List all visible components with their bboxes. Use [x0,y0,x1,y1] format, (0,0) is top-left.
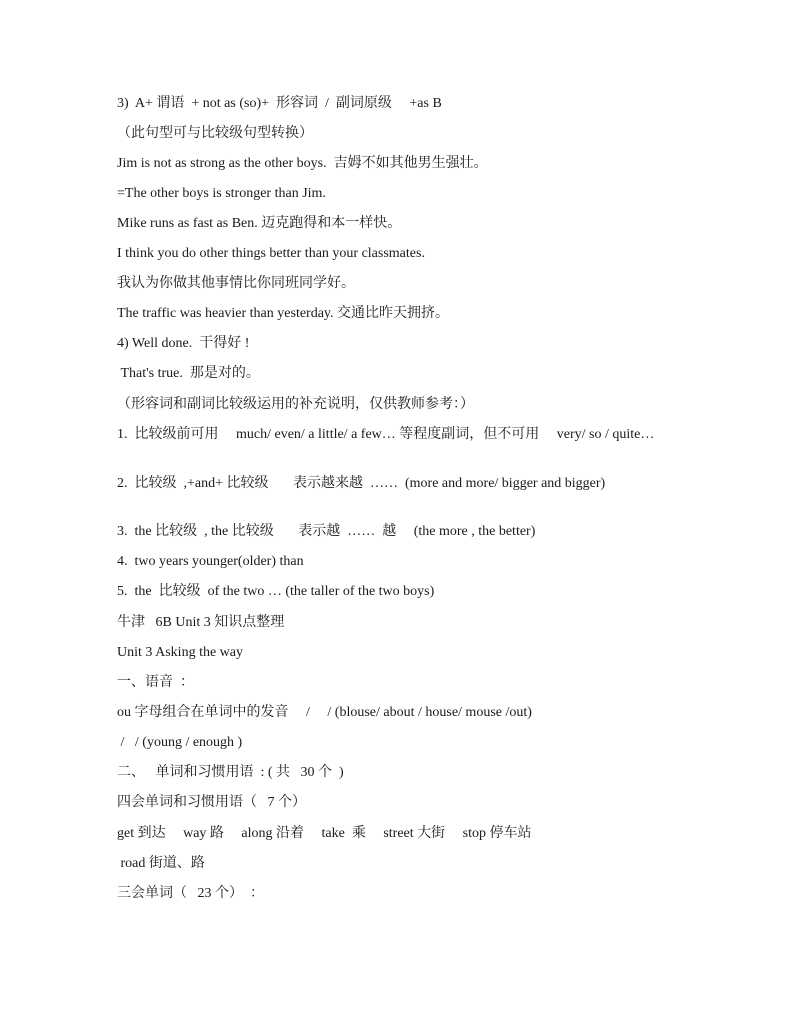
text-line: 牛津 6B Unit 3 知识点整理 [117,615,285,630]
text-line: （此句型可与比较级句型转换） [117,126,313,141]
text-line: I think you do other things better than your classmates. [117,246,425,261]
text-line: Mike runs as fast as Ben. 迈克跑得和本一样快。 [117,216,402,231]
text-line: road 街道、路 [117,856,205,871]
text-line: 3) A+ 谓语 + not as (so)+ 形容词 / 副词原级 +as B [117,96,442,111]
text-line: （形容词和副词比较级运用的补充说明，仅供教师参考：） [117,397,474,412]
text-line: 二、 单词和习惯用语 : ( 共 30 个 ) [117,765,344,780]
text-line: 2. 比较级 ,+and+ 比较级 表示越来越 …… (more and more/ bigger and bigger) [117,476,606,491]
text-line: 一、语音 ： [117,675,194,690]
text-line: 4) Well done. 干得好 ! [117,336,250,351]
text-line: Jim is not as strong as the other boys. 吉姆不如其他男生强壮。 [117,156,488,171]
text-line: The traffic was heavier than yesterday. 交通比昨天拥挤。 [117,306,450,321]
text-line: 1. 比较级前可用 much/ even/ a little/ a few… 等程度副词，但不可用 very/ so / quite… [117,427,655,442]
text-line: get 到达 way 路 along 沿着 take 乘 street 大街 stop 停车站 [117,826,532,841]
text-line: Unit 3 Asking the way [117,645,243,660]
text-line: 5. the 比较级 of the two … (the taller of the two boys) [117,584,435,599]
text-line: ou 字母组合在单词中的发音 / / (blouse/ about / house/ mouse /out) [117,705,532,720]
text-line: 4. two years younger(older) than [117,554,304,569]
text-line: 我认为你做其他事情比你同班同学好。 [117,276,355,291]
text-line: 四会单词和习惯用语（ 7 个） [117,795,306,810]
text-line: 3. the 比较级 , the 比较级 表示越 …… 越 (the more , the better) [117,524,536,539]
text-line: / / (young / enough ) [117,735,243,750]
text-line: =The other boys is stronger than Jim. [117,186,326,201]
text-line: 三会单词（ 23 个） ： [117,886,264,901]
text-line: That's true. 那是对的。 [117,366,260,381]
